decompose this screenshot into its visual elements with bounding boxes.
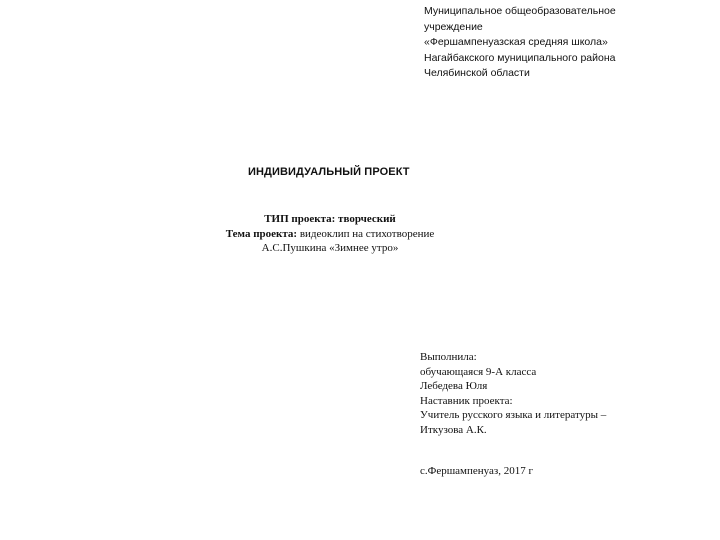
author-block	[420, 350, 710, 437]
student-line: обучающаяся 9-А класса	[420, 365, 537, 378]
project-info	[205, 212, 455, 256]
project-topic-line	[205, 227, 455, 242]
student-name: Лебедева Юля	[420, 380, 488, 392]
institution-line: учреждение	[424, 20, 483, 33]
supervisor-label: Наставник проекта:	[420, 394, 513, 407]
institution-line: Нагайбакского муниципального района	[424, 51, 616, 64]
project-topic-label: Тема проекта:	[225, 227, 298, 240]
project-topic-continuation: А.С.Пушкина «Зимнее утро»	[261, 242, 399, 254]
done-by-label: Выполнила:	[420, 351, 477, 363]
supervisor-role: Учитель русского языка и литературы –	[420, 409, 607, 421]
institution-line: Челябинской области	[424, 67, 530, 79]
project-topic-value: видеоклип на стихотворение	[297, 227, 435, 240]
institution-header	[424, 4, 714, 82]
institution-line: «Фершампенуазская средняя школа»	[424, 36, 608, 48]
project-type-line: ТИП проекта: творческий	[264, 213, 396, 225]
document-title: ИНДИВИДУАЛЬНЫЙ ПРОЕКТ	[248, 166, 410, 178]
institution-line: Муниципальное общеобразовательное	[424, 5, 616, 17]
place-year: с.Фершампенуаз, 2017 г	[420, 465, 534, 477]
supervisor-name: Иткузова А.К.	[420, 423, 487, 436]
